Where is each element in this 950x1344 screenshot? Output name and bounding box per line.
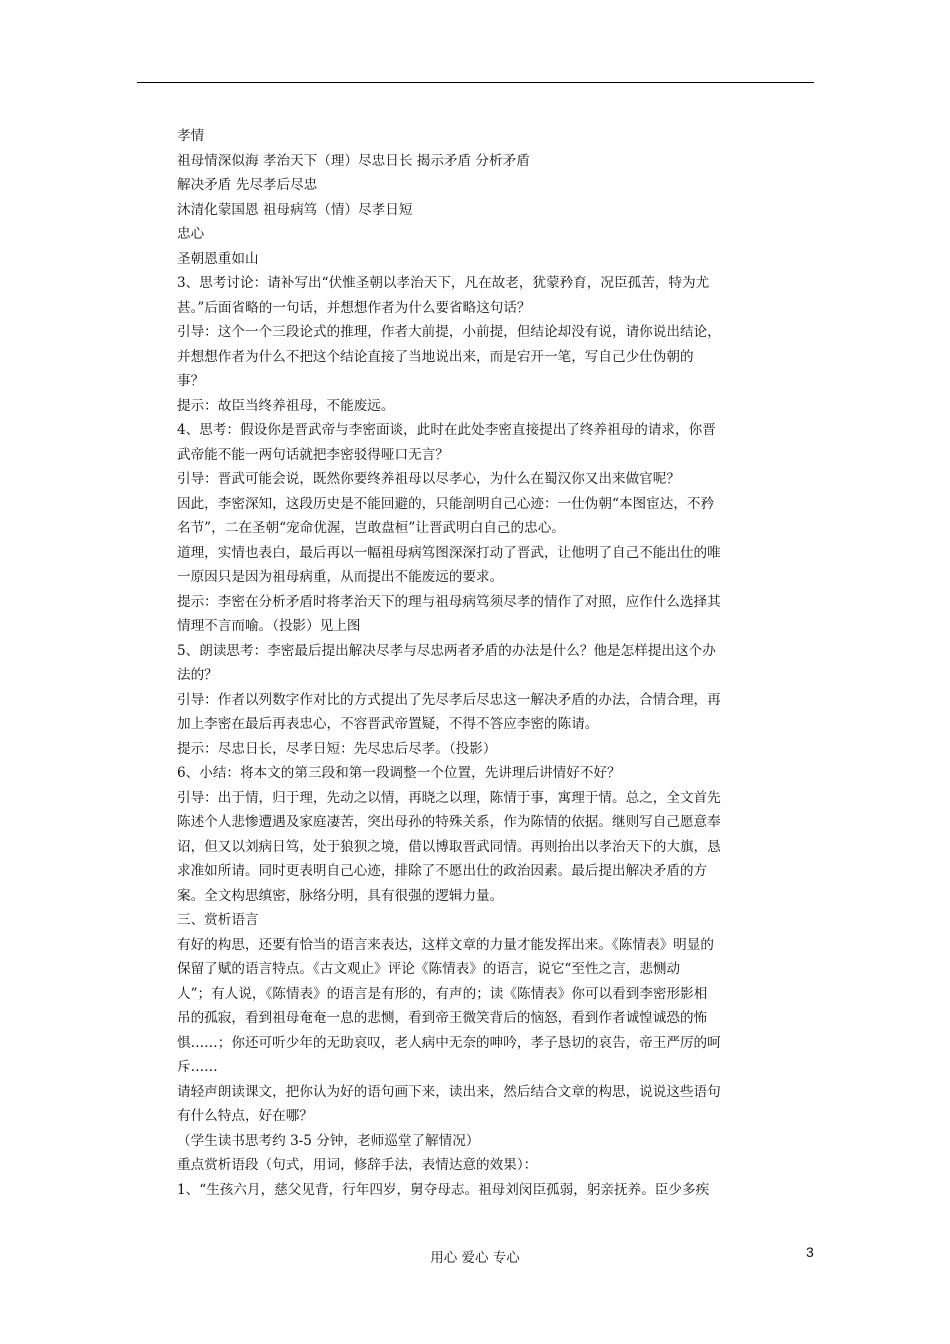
text-line: 祖母情深似海 孝治天下（理）尽忠日长 揭示矛盾 分析矛盾: [177, 152, 530, 169]
text-line: 三、赏析语言: [177, 912, 259, 928]
text-line: 求准如所请。同时更表明自己心迹，排除了不愿出仕的政治因素。最后提出解决矛盾的方: [177, 863, 708, 879]
text-line: 6、小结：将本文的第三段和第一段调整一个位置，先讲理后讲情好不好？: [177, 765, 621, 781]
text-line: 引导：这个一个三段论式的推理，作者大前提，小前提，但结论却没有说，请你说出结论，: [177, 324, 721, 340]
header-rule: [137, 82, 814, 83]
text-line: 忠心: [177, 226, 205, 242]
text-line: 案。全文构思缜密，脉络分明，具有很强的逻辑力量。: [177, 887, 504, 904]
text-line: （学生读书思考约 3-5 分钟，老师巡堂了解情况）: [177, 1132, 480, 1149]
text-line: 4、思考：假设你是晋武帝与李密面谈，此时在此处李密直接提出了终养祖母的请求，你晋: [177, 422, 716, 438]
text-line: 孝情: [177, 128, 205, 144]
text-line: 提示：故臣当终养祖母，不能废远。: [177, 397, 395, 414]
text-line: 斥……: [177, 1059, 218, 1075]
text-line: 一原因只是因为祖母病重，从而提出不能废远的要求。: [177, 569, 504, 585]
text-line: 道理，实情也表白，最后再以一幅祖母病笃图深深打动了晋武，让他明了自己不能出仕的唯: [177, 544, 721, 561]
text-line: 惧……；你还可听少年的无助哀叹，老人病中无奈的呻吟，孝子恳切的哀告，帝王严厉的呵: [177, 1034, 721, 1051]
text-line: 情理不言而喻。（投影）见上图: [177, 618, 361, 634]
text-line: 5、朗读思考：李密最后提出解决尽孝与尽忠两者矛盾的办法是什么？他是怎样提出这个办: [177, 642, 716, 659]
text-line: 提示：尽忠日长，尽孝日短：先尽忠后尽孝。（投影）: [177, 740, 497, 757]
text-line: 加上李密在最后再表忠心，不容晋武帝置疑，不得不答应李密的陈请。: [177, 716, 599, 732]
document-body: [177, 124, 757, 1202]
text-line: 引导：作者以列数字作对比的方式提出了先尽孝后尽忠这一解决矛盾的办法，合情合理，再: [177, 691, 721, 708]
text-line: 沐清化蒙国恩 祖母病笃（情）尽孝日短: [177, 201, 413, 218]
text-line: 名节”，二在圣朝“宠命优渥，岂敢盘桓”让晋武明白自己的忠心。: [177, 520, 565, 536]
text-line: 甚。”后面省略的一句话，并想想作者为什么要省略这句话？: [177, 299, 531, 316]
text-line: 提示：李密在分析矛盾时将孝治天下的理与祖母病笃须尽孝的情作了对照，应作什么选择其: [177, 593, 721, 610]
text-line: 人”；有人说，《陈情表》的语言是有形的，有声的；读《陈情表》你可以看到李密形影相: [177, 985, 708, 1002]
page-number: 3: [806, 1244, 814, 1260]
text-line: 引导：出于情，归于理，先动之以情，再晓之以理，陈情于事，寓理于情。总之，全文首先: [177, 789, 721, 806]
text-line: 并想想作者为什么不把这个结论直接了当地说出来，而是宕开一笔，写自己少仕伪朝的: [177, 348, 694, 365]
text-line: 重点赏析语段（句式，用词，修辞手法，表情达意的效果）：: [177, 1157, 538, 1173]
text-line: 有好的构思，还要有恰当的语言来表达，这样文章的力量才能发挥出来。《陈情表》明显的: [177, 936, 714, 953]
text-line: 吊的孤寂，看到祖母奄奄一息的悲恻，看到帝王微笑背后的恼怒，看到作者诚惶诚恐的怖: [177, 1010, 708, 1026]
text-line: 法的？: [177, 667, 218, 683]
text-line: 请轻声朗读课文，把你认为好的语句画下来，读出来，然后结合文章的构思，说说这些语句: [177, 1083, 721, 1100]
text-line: 圣朝恩重如山: [177, 250, 259, 267]
text-line: 有什么特点，好在哪？: [177, 1108, 313, 1124]
text-line: 保留了赋的语言特点。《古文观止》评论《陈情表》的语言，说它“至性之言，悲恻动: [177, 961, 681, 977]
text-line: 1、“生孩六月，慈父见背，行年四岁，舅夺母志。祖母刘闵臣孤弱，躬亲抚养。臣少多疾: [177, 1181, 710, 1198]
text-line: 诏，但又以刘病日笃，处于狼狈之境，借以博取晋武同情。再则抬出以孝治天下的大旗，恳: [177, 838, 721, 855]
text-line: 解决矛盾 先尽孝后尽忠: [177, 177, 318, 193]
text-line: 武帝能不能一两句话就把李密驳得哑口无言？: [177, 446, 449, 463]
text-line: 3、思考讨论：请补写出“伏惟圣朝以孝治天下，凡在故老，犹蒙矜育，况臣孤苦，特为尤: [177, 275, 710, 291]
text-line: 陈述个人悲惨遭遇及家庭凄苦，突出母孙的特殊关系，作为陈情的依据。继则写自己愿意奉: [177, 814, 721, 830]
text-line: 事？: [177, 373, 205, 389]
page-footer: 用心 爱心 专心: [430, 1250, 520, 1266]
text-line: 因此，李密深知，这段历史是不能回避的，只能剖明自己心迹：一仕伪朝“本图宦达，不矜: [177, 495, 715, 512]
text-line: 引导：晋武可能会说，既然你要终养祖母以尽孝心，为什么在蜀汉你又出来做官呢？: [177, 471, 680, 487]
